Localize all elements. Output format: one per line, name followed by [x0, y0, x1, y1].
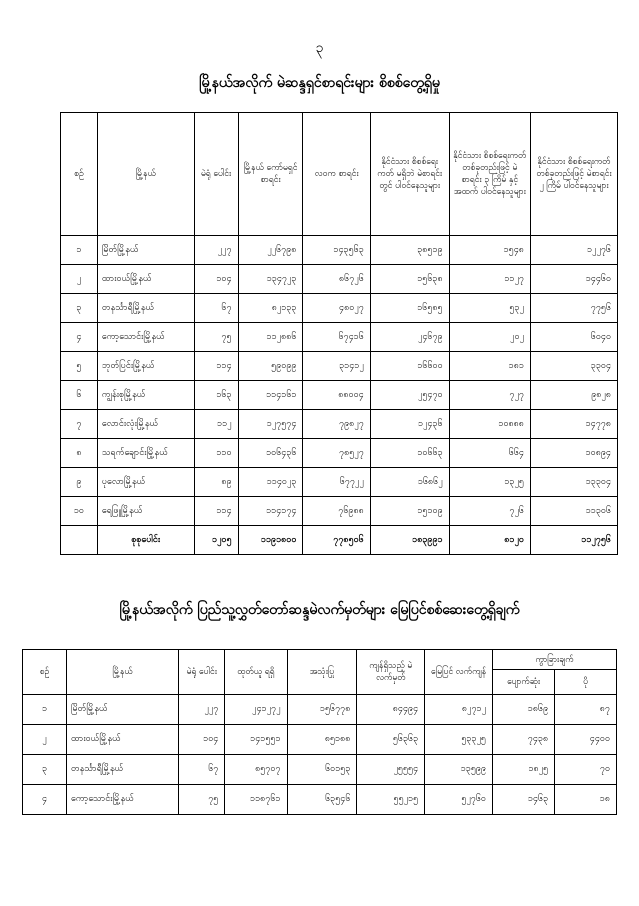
col-commission-list: မြို့နယ် ကော်မရှင် စာရင်း — [238, 113, 303, 236]
table-cell: မြိတ်မြို့နယ် — [66, 695, 178, 725]
page-number: ၃ — [315, 40, 324, 56]
table-row — [23, 695, 617, 725]
table-cell: ၁၁၂ — [194, 410, 238, 439]
table-cell: ၁၃၄၇၂၃ — [238, 265, 303, 294]
table-cell: ရေဖြူမြို့နယ် — [97, 497, 194, 526]
table-cell: ၇၇၈၅၀၆ — [303, 526, 370, 555]
table-cell: ၅၃၂ — [449, 294, 530, 323]
table-cell: ၁၃၃၀၄ — [530, 468, 617, 497]
table-cell: ၁၁၂၇၅၆ — [530, 526, 617, 555]
table-cell: ၁၈၃၉၉၁ — [370, 526, 449, 555]
table-cell: ၅၉၀၉၉ — [238, 352, 303, 381]
table-cell: ကော့သောင်းမြို့နယ် — [97, 323, 194, 352]
table-cell: လောင်းလုံးမြို့နယ် — [97, 410, 194, 439]
total-row — [61, 526, 618, 555]
table-cell: သရက်ချောင်းမြို့နယ် — [97, 439, 194, 468]
table-cell: ၁ — [61, 236, 98, 265]
voter-list-table — [60, 112, 618, 555]
col-three-times: နိုင်ငံသား စိစစ်ရေးကတ် တစ်ခုတည်းဖြင့် မဲစာရင်း ၃ ကြိမ် နှင့်အထက် ပါဝင်နေသူများ — [449, 113, 530, 236]
table-cell: ၁၁၄၁၇၄ — [238, 497, 303, 526]
table-cell: ၁၀၄ — [194, 265, 238, 294]
table-cell: ၈၉ — [194, 468, 238, 497]
table-cell: ၁၈၁ — [449, 352, 530, 381]
table-cell: ၇ — [61, 410, 98, 439]
table-cell: ၁၈၂၅ — [493, 755, 555, 785]
ballot-check-table — [22, 649, 617, 815]
table-cell: ၁၆၈၆၂ — [370, 468, 449, 497]
table-cell: ၁၁၂၇ — [449, 265, 530, 294]
table-cell: ၁၂၂၇၆ — [530, 236, 617, 265]
col-excess: ပို — [555, 670, 617, 695]
table-cell: ပုလောမြို့နယ် — [97, 468, 194, 497]
table2-title: မြို့နယ်အလိုက် ပြည်သူ့လွှတ်တော်ဆန္ဒမဲလက်မှတ်များ မြေပြင်စစ်ဆေးတွေ့ရှိချက် — [119, 602, 520, 618]
table-cell: ၆၀၄၀ — [530, 323, 617, 352]
table-header-row — [61, 113, 618, 236]
table-cell: ကျွန်းစုမြို့နယ် — [97, 381, 194, 410]
table-cell: ၃၃၀၄ — [530, 352, 617, 381]
table-cell: ကော့သောင်းမြို့နယ် — [66, 785, 178, 815]
col-township: မြို့နယ် — [97, 113, 194, 236]
table-cell: ၁၆၅၈၅ — [370, 294, 449, 323]
table-cell: ၁၀၈၈၈ — [449, 410, 530, 439]
table-cell: ၈ — [61, 439, 98, 468]
table-cell: ၈၁၂၀ — [449, 526, 530, 555]
table-cell: ၇၅ — [194, 323, 238, 352]
table-row — [61, 352, 618, 381]
table-cell: ၁၁၄ — [194, 352, 238, 381]
table-cell: ၂၀၂ — [449, 323, 530, 352]
table-cell: ၇၄၃၈ — [493, 725, 555, 755]
table-cell: ၁၅၄၈ — [449, 236, 530, 265]
table-cell: ၇၉၈၂၇ — [303, 410, 370, 439]
table-cell: ၁၈၆၉ — [493, 695, 555, 725]
table-cell: ၂၅၅၅၄ — [357, 755, 425, 785]
table-row — [23, 755, 617, 785]
table-row — [23, 785, 617, 815]
table-cell — [61, 526, 98, 555]
table-cell: ၁၀ — [61, 497, 98, 526]
table-cell: ၁၆၃ — [194, 381, 238, 410]
table-cell: ၁၂၀၅ — [194, 526, 238, 555]
table-row — [61, 323, 618, 352]
table-row — [61, 381, 618, 410]
table-cell: ၅၂၇၆၀ — [425, 785, 493, 815]
table-cell: ၆၇၇၂၂ — [303, 468, 370, 497]
table-cell: ၁၈ — [555, 785, 617, 815]
table-cell: ၄၄၀၀ — [555, 725, 617, 755]
table-cell: ၇၂၇ — [449, 381, 530, 410]
table-cell: ၃၈၅၁၉ — [370, 236, 449, 265]
col-no: စဉ် — [23, 650, 67, 695]
table-cell: ၁၅၁၀၉ — [370, 497, 449, 526]
table-cell: ၇၂၆ — [449, 497, 530, 526]
table-cell: ၃၁၄၁၂ — [303, 352, 370, 381]
table-cell: ၃ — [23, 755, 67, 785]
col-difference: ကွာခြားချက် — [493, 650, 617, 670]
table-cell: ၄၈၀၂၇ — [303, 294, 370, 323]
table-cell: ဘုတ်ပြင်းမြို့နယ် — [97, 352, 194, 381]
table-cell: ၂၂၆၇၉၈ — [238, 236, 303, 265]
table-cell: ထားဝယ်မြို့နယ် — [97, 265, 194, 294]
table-cell: ၁၂၇၅၇၄ — [238, 410, 303, 439]
table-cell: ၂၄၁၂၇၂ — [225, 695, 287, 725]
col-no-card: နိုင်ငံသား စိစစ်ရေးကတ် မရှိဘဲ မဲစာရင်းတွင် ပါဝင်နေသူများ — [370, 113, 449, 236]
table-cell: ၁၂၄၃၆ — [370, 410, 449, 439]
table-row — [61, 468, 618, 497]
table-cell: ၂၂၇ — [179, 695, 225, 725]
table-cell: မြိတ်မြို့နယ် — [97, 236, 194, 265]
table-cell: ၇၀ — [555, 755, 617, 785]
table-cell: ၆ — [61, 381, 98, 410]
col-no: စဉ် — [61, 113, 98, 236]
table-cell: ၂ — [61, 265, 98, 294]
table-cell: ၁၄၃၅၆၃ — [303, 236, 370, 265]
table-cell: ၈၅၇၀၇ — [225, 755, 287, 785]
table-cell: ၂၂၇ — [194, 236, 238, 265]
col-used: အသုံးပြု — [287, 650, 357, 695]
table-cell: ၁၄၄၆၀ — [530, 265, 617, 294]
table-row — [61, 497, 618, 526]
table-cell: ၆၇ — [179, 755, 225, 785]
table-cell: ၁၁၄၀၂၃ — [238, 468, 303, 497]
table-cell: ၈၄၄၉၄ — [357, 695, 425, 725]
table-row — [61, 265, 618, 294]
table1-title: မြို့နယ်အလိုက် မဲဆန္ဒရှင်စာရင်းများ စိစစ်တွေ့ရှိမှု — [199, 75, 440, 91]
table-cell: ၇၇၅၆ — [530, 294, 617, 323]
table-cell: ၁၁၃၀၆ — [530, 497, 617, 526]
table-cell: ၁၀၆၆၃ — [370, 439, 449, 468]
table-cell: ၁၀၆၄၃၆ — [238, 439, 303, 468]
table-cell: တနင်္သာရီမြို့နယ် — [97, 294, 194, 323]
table-cell: ၆၇ — [194, 294, 238, 323]
table-cell: ၆၃၅၄၆ — [287, 785, 357, 815]
table-cell: ၇၅ — [179, 785, 225, 815]
table-cell: ၆၇၄၁၆ — [303, 323, 370, 352]
table-cell: ထားဝယ်မြို့နယ် — [66, 725, 178, 755]
table-cell: ၁၀၈၉၄ — [530, 439, 617, 468]
table-row — [61, 236, 618, 265]
table-cell: ၇၈၅၂၇ — [303, 439, 370, 468]
col-issued: ထုတ်ယူ ရရှိ — [225, 650, 287, 695]
table-cell: ၁၀၄ — [179, 725, 225, 755]
table-cell: ၁ — [23, 695, 67, 725]
table-cell: ၈၅၁၈၈ — [287, 725, 357, 755]
table-cell: ၁၁၀ — [194, 439, 238, 468]
table-cell: ၁၄၁၅၅၁ — [225, 725, 287, 755]
table-cell: ၂ — [23, 725, 67, 755]
col-polling-stations: မဲရုံ ပေါင်း — [194, 113, 238, 236]
table-cell: ၁၃၂၅ — [449, 468, 530, 497]
col-immigration-list: လဝက စာရင်း — [303, 113, 370, 236]
table-header-row — [23, 650, 617, 670]
table-cell: ၅၅၂၁၅ — [357, 785, 425, 815]
col-field-balance: မြေပြင် လက်ကျန် — [425, 650, 493, 695]
table-cell: ၁၄၇၇၈ — [530, 410, 617, 439]
table-cell: ၂၅၄၇၀ — [370, 381, 449, 410]
table-cell: ၆၀၁၅၃ — [287, 755, 357, 785]
table-cell: ၅၆၃၆၃ — [357, 725, 425, 755]
table-cell: ၅ — [61, 352, 98, 381]
table-cell: ၁၄၆၃ — [493, 785, 555, 815]
table-cell: ၁၁၂၈၈၆ — [238, 323, 303, 352]
table-cell: ၉၈၂၈ — [530, 381, 617, 410]
table-cell: ၂၄၆၇၉ — [370, 323, 449, 352]
table-cell: ၈၆၇၂၆ — [303, 265, 370, 294]
table-cell: ၁၁၄ — [194, 497, 238, 526]
table-cell: ၉ — [61, 468, 98, 497]
col-two-times: နိုင်ငံသား စိစစ်ရေးကတ် တစ်ခုတည်းဖြင့် မဲစာရင်း ၂ ကြိမ် ပါဝင်နေသူများ — [530, 113, 617, 236]
col-remaining: ကျန်ရှိသည့် မဲလက်မှတ် — [357, 650, 425, 695]
table-cell: ၈၂၁၃၃ — [238, 294, 303, 323]
table-cell: စုစုပေါင်း — [97, 526, 194, 555]
table-row — [61, 410, 618, 439]
table-row — [61, 294, 618, 323]
table-cell: ၅၃၃၂၅ — [425, 725, 493, 755]
table-cell: တနင်္သာရီမြို့နယ် — [66, 755, 178, 785]
col-township: မြို့နယ် — [66, 650, 178, 695]
table-cell: ၈၈၀၀၄ — [303, 381, 370, 410]
table-cell: ၁၁၈၇၆၁ — [225, 785, 287, 815]
table-cell: ၁၁၉၁၈၀၀ — [238, 526, 303, 555]
table-cell: ၄ — [61, 323, 98, 352]
col-polling-stations: မဲရုံ ပေါင်း — [179, 650, 225, 695]
table-cell: ၃ — [61, 294, 98, 323]
table-cell: ၈၂၇၁၂ — [425, 695, 493, 725]
table-cell: ၁၆၆၀၀ — [370, 352, 449, 381]
table-cell: ၁၅၆၃၈ — [370, 265, 449, 294]
table-cell: ၁၃၅၉၉ — [425, 755, 493, 785]
table-cell: ၇၆၉၈၈ — [303, 497, 370, 526]
table-cell: ၆၆၄ — [449, 439, 530, 468]
table-cell: ၁၅၆၇၇၈ — [287, 695, 357, 725]
table-cell: ၈၇ — [555, 695, 617, 725]
table-row — [23, 725, 617, 755]
col-missing: ပျောက်ဆုံး — [493, 670, 555, 695]
table-row — [61, 439, 618, 468]
table-cell: ၄ — [23, 785, 67, 815]
table-cell: ၁၁၄၁၆၁ — [238, 381, 303, 410]
